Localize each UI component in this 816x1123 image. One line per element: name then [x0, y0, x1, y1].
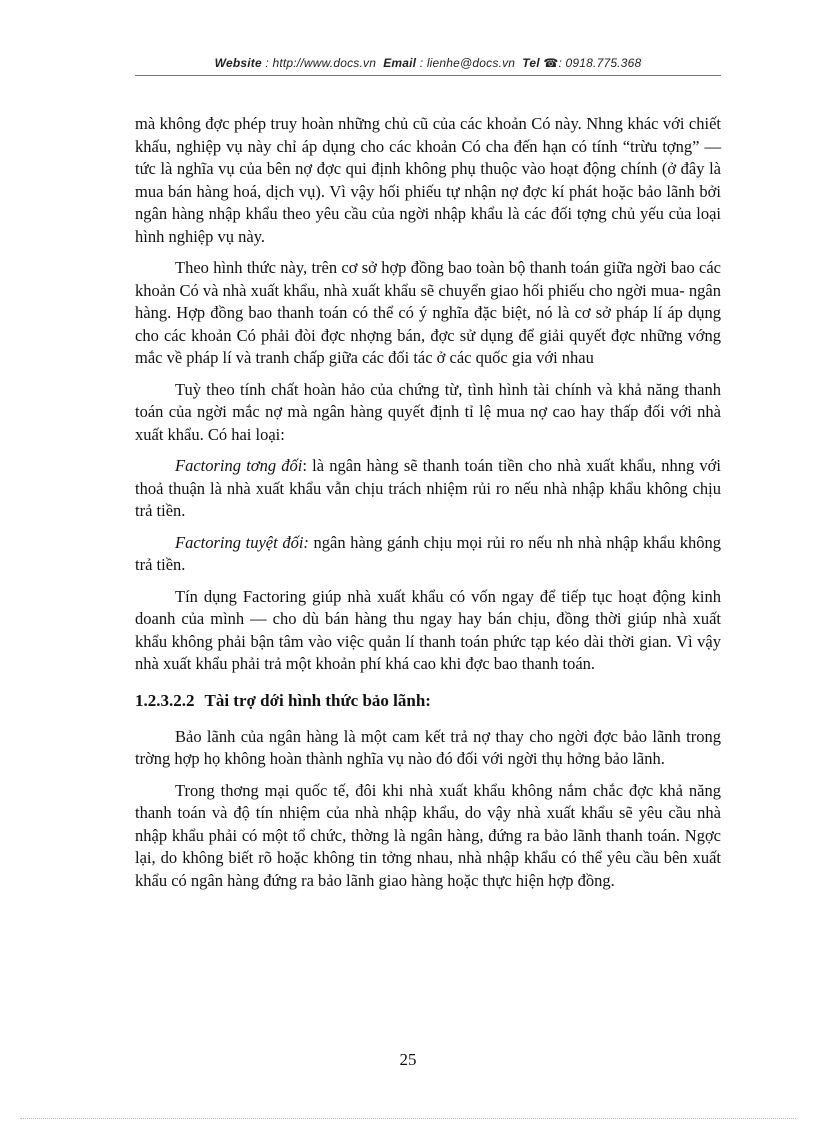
- paragraph-4-text: : là ngân hàng sẽ thanh toán tiền cho nhà xuất khẩu, nhng với thoả thuận là nhà xuất khẩu vẫn chịu trách nhiệm rủi ro nếu nhà nhập khẩu không chịu trả tiền.: [135, 456, 721, 520]
- paragraph-7: Bảo lãnh của ngân hàng là một cam kết trả nợ thay cho ngời đợc bảo lãnh trong trờng hợp họ không hoàn thành nghĩa vụ nào đó đối với ngời thụ hởng bảo lãnh.: [135, 726, 721, 768]
- paragraph-5-text: ngân hàng gánh chịu mọi rủi ro nếu nh nhà nhập khẩu không trả tiền.: [135, 532, 721, 574]
- paragraph-8: Trong thơng mại quốc tế, đôi khi nhà xuất khẩu không nắm chắc đợc khả năng thanh toán và độ tín nhiệm của nhà nhập khẩu, do vậy nhà xuất khẩu sẽ yêu cầu nhà nhập khẩu phải có một tổ chức, thờng là ngân hàng, đứng ra bảo lãnh thanh toán. Ngợc lại, do không biết rõ hoặc không tin tởng nhau, nhà nhập khẩu có thể yêu cầu bên xuất khẩu có ngân hàng đứng ra bảo lãnh giao hàng hoặc thực hiện hợp đồng.: [135, 780, 721, 890]
- paragraph-5: [135, 532, 721, 577]
- paragraph-1: mà không đợc phép truy hoàn những chủ cũ của các khoản Có này. Nhng khác với chiết khấu, nghiệp vụ này chỉ áp dụng cho các khoản Có cha đến hạn có tính “trừu tợng” — tức là nghĩa vụ của bên nợ đợc qui định không phụ thuộc vào hoạt động chính (ở đây là mua bán hàng hoá, dịch vụ). Vì vậy hối phiếu tự nhận nợ đợc kí phát hoặc bảo lãnh bởi ngân hàng nhập khẩu theo yêu cầu của ngời nhập khẩu là các đối tợng chủ yếu của loại hình nghiệp vụ này.: [135, 114, 721, 246]
- website-label: Website: [214, 56, 262, 70]
- section-number: 1.2.3.2.2: [135, 690, 195, 710]
- term-factoring-relative: Factoring tơng đối: [175, 456, 303, 475]
- header-divider: [135, 75, 721, 76]
- term-factoring-absolute: Factoring tuyệt đối:: [175, 532, 309, 552]
- page-header: [135, 56, 721, 70]
- document-body: [135, 113, 721, 901]
- bottom-divider: [20, 1118, 796, 1119]
- phone-icon: ☎: [543, 56, 559, 70]
- page-number: 25: [399, 1050, 417, 1069]
- paragraph-3: Tuỳ theo tính chất hoàn hảo của chứng từ, tình hình tài chính và khả năng thanh toán của ngời mắc nợ mà ngân hàng quyết định tỉ lệ mua nợ cao hay thấp đối với nhà xuất khẩu. Có hai loại:: [135, 379, 721, 444]
- tel-value: : 0918.775.368: [558, 56, 642, 70]
- paragraph-2: Theo hình thức này, trên cơ sở hợp đồng bao toàn bộ thanh toán giữa ngời bao các khoản Có và nhà xuất khẩu, nhà xuất khẩu sẽ chuyển giao hối phiếu cho ngời mua- ngân hàng. Hợp đồng bao thanh toán có thể có ý nghĩa đặc biệt, nó là cơ sở pháp lí áp dụng cho các khoản Có phải đòi đợc nhợng bán, đợc sử dụng để giải quyết đợc những vớng mắc về pháp lí và tranh chấp giữa các đối tác ở các quốc gia với nhau: [135, 258, 721, 367]
- email-label: Email: [383, 56, 417, 70]
- section-title: Tài trợ dới hình thức bảo lãnh:: [204, 690, 431, 710]
- section-heading: [135, 690, 721, 712]
- tel-label: Tel: [522, 56, 540, 70]
- website-value: : http://www.docs.vn: [265, 56, 377, 70]
- paragraph-6: Tín dụng Factoring giúp nhà xuất khẩu có vốn ngay để tiếp tục hoạt động kinh doanh của mình — cho dù bán hàng thu ngay hay bán chịu, đồng thời giúp nhà xuất khẩu không phải bận tâm vào việc quản lí thanh toán phức tạp kéo dài thời gian. Vì vậy nhà xuất khẩu phải trả một khoản phí khá cao khi đợc bao thanh toán.: [135, 586, 721, 673]
- email-value: : lienhe@docs.vn: [419, 56, 516, 70]
- paragraph-4: [135, 455, 721, 523]
